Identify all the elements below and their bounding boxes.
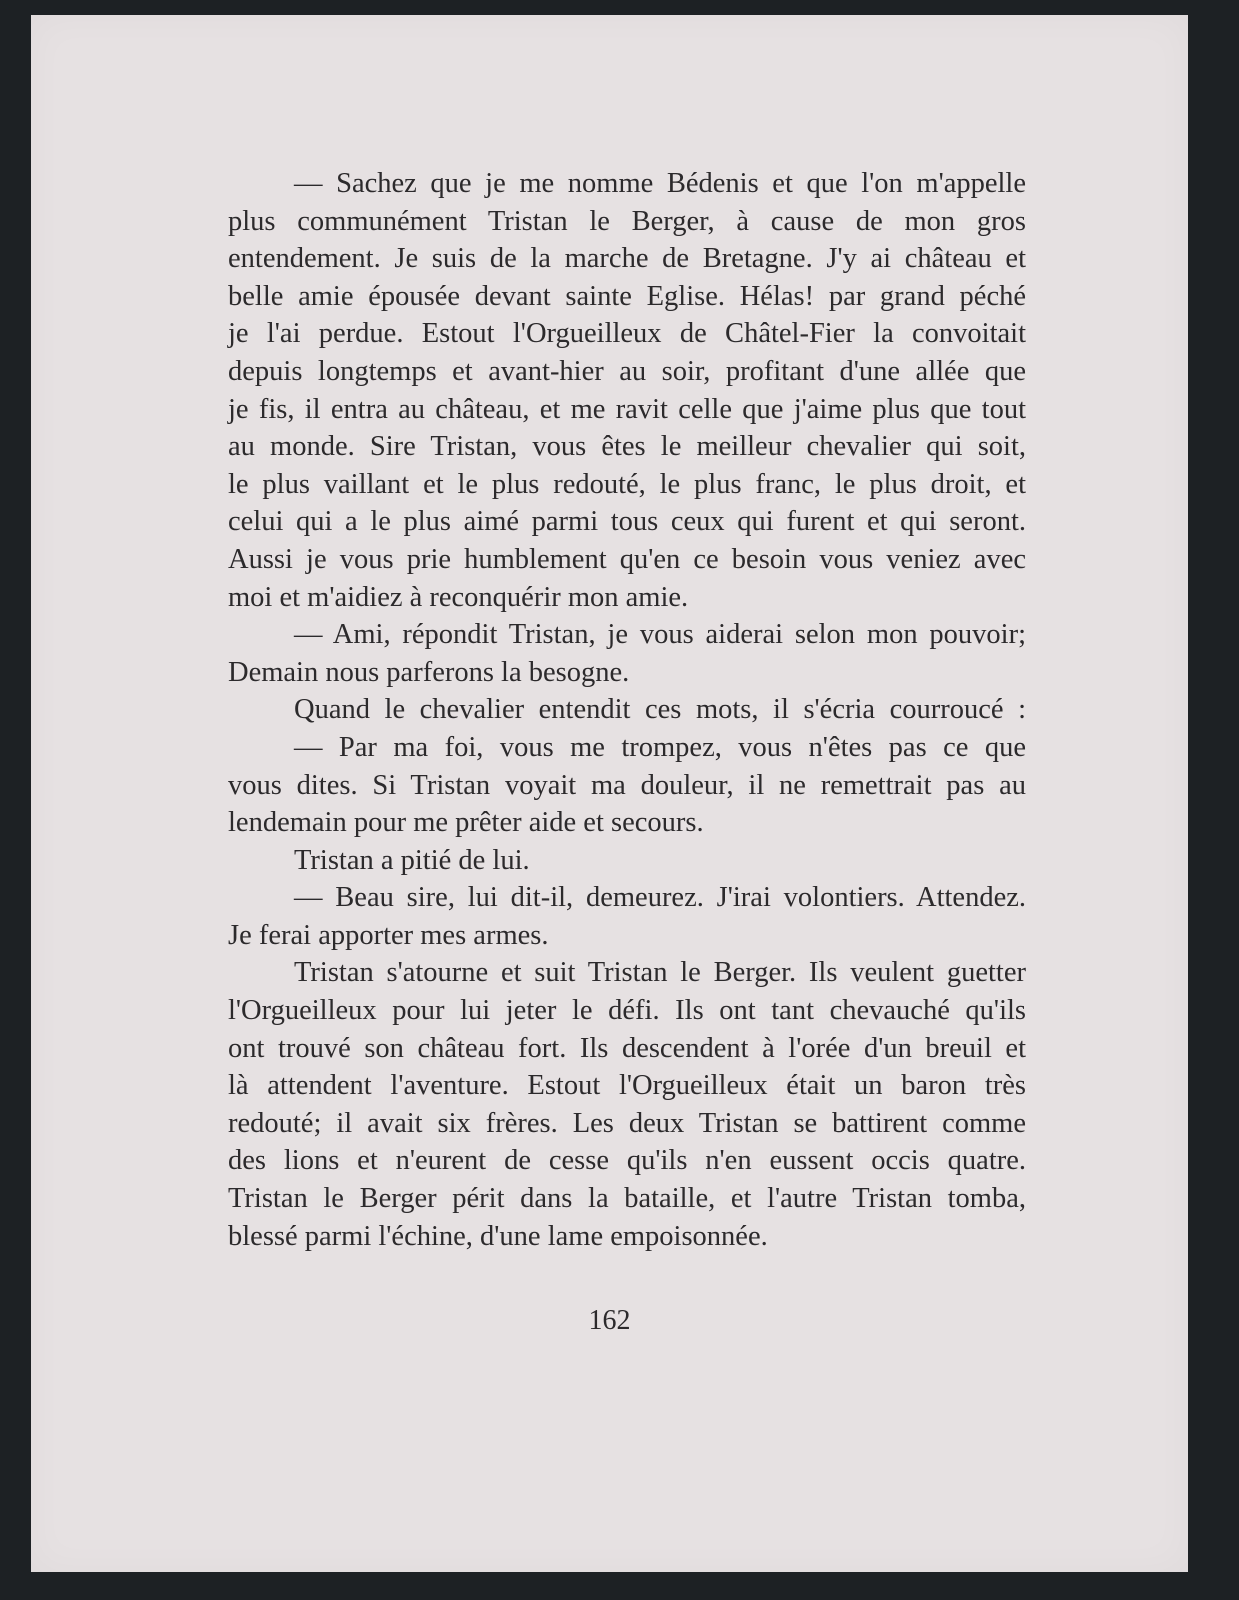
text-line: moi et m'aidiez à reconquérir mon amie. — [228, 581, 689, 613]
text-line: des lions et n'eurent de cesse qu'ils n'en eussent occis quatre. — [228, 1145, 1026, 1177]
text-line: lendemain pour me prêter aide et secours. — [228, 807, 704, 839]
text-line: vous dites. Si Tristan voyait ma douleur, il ne remettrait pas au — [228, 769, 1026, 801]
text-line: entendement. Je suis de la marche de Bretagne. J'y ai château et — [228, 243, 1026, 275]
text-line: Tristan s'atourne et suit Tristan le Berger. Ils veulent guetter — [294, 957, 1026, 989]
text-line: Tristan a pitié de lui. — [294, 844, 530, 876]
text-line: — Par ma foi, vous me trompez, vous n'êtes pas ce que — [294, 731, 1026, 763]
text-line: Je ferai apporter mes armes. — [228, 919, 549, 951]
text-line: Demain nous parferons la besogne. — [228, 656, 630, 688]
text-line: je fis, il entra au château, et me ravit celle que j'aime plus que tout — [228, 393, 1026, 425]
text-line: plus communément Tristan le Berger, à cause de mon gros — [228, 205, 1026, 237]
text-line: Quand le chevalier entendit ces mots, il s'écria courroucé : — [294, 694, 1026, 726]
text-line: redouté; il avait six frères. Les deux Tristan se battirent comme — [228, 1107, 1026, 1139]
text-line: belle amie épousée devant sainte Eglise. Hélas! par grand péché — [228, 280, 1026, 312]
text-line: là attendent l'aventure. Estout l'Orgueilleux était un baron très — [228, 1070, 1026, 1102]
text-line: le plus vaillant et le plus redouté, le plus franc, le plus droit, et — [228, 468, 1026, 500]
page-number: 162 — [588, 1305, 631, 1336]
text-line: Tristan le Berger périt dans la bataille, et l'autre Tristan tomba, — [228, 1183, 1026, 1215]
text-line: — Sachez que je me nomme Bédenis et que l'on m'appelle — [294, 168, 1026, 199]
text-line: Aussi je vous prie humblement qu'en ce besoin vous veniez avec — [228, 543, 1026, 575]
body-text — [228, 165, 1026, 1255]
text-line: je l'ai perdue. Estout l'Orgueilleux de Châtel-Fier la convoitait — [228, 318, 1026, 350]
text-line: au monde. Sire Tristan, vous êtes le meilleur chevalier qui soit, — [228, 431, 1026, 463]
text-line: ont trouvé son château fort. Ils descendent à l'orée d'un breuil et — [228, 1032, 1026, 1064]
text-line: blessé parmi l'échine, d'une lame empoisonnée. — [228, 1220, 768, 1252]
text-line: depuis longtemps et avant-hier au soir, profitant d'une allée que — [228, 355, 1026, 387]
text-line: l'Orgueilleux pour lui jeter le défi. Ils ont tant chevauché qu'ils — [228, 995, 1026, 1027]
text-line: — Ami, répondit Tristan, je vous aiderai selon mon pouvoir; — [294, 619, 1026, 651]
text-line: celui qui a le plus aimé parmi tous ceux qui furent et qui seront. — [228, 506, 1026, 538]
book-page — [31, 15, 1188, 1572]
text-line: — Beau sire, lui dit-il, demeurez. J'irai volontiers. Attendez. — [294, 882, 1026, 914]
